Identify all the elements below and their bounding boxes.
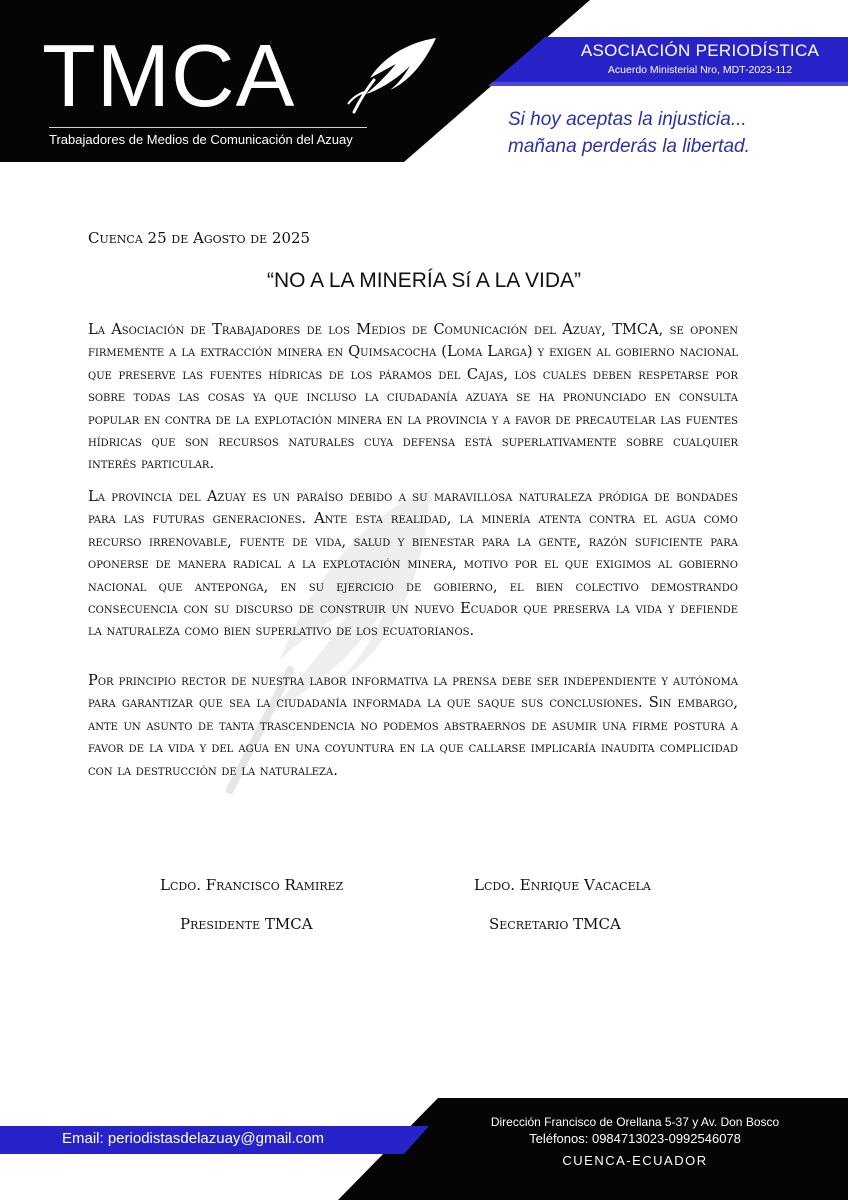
document-title: “NO A LA MINERÍA Sí A LA VIDA” — [267, 269, 581, 292]
contact-phones: Teléfonos: 0984713023-0992546078 — [529, 1131, 741, 1146]
logo-text: TMCA — [42, 26, 296, 125]
contact-email[interactable]: Email: periodistasdelazuay@gmail.com — [62, 1130, 325, 1147]
paragraph-3: Por principio rector de nuestra labor informativa la prensa debe ser independiente y autónoma para garantizar que sea la ciudadanía informada la que saque sus conclusiones. Sin embargo, ante un asunto de tanta trascendencia no podemos abstraernos de asumir una firme postura a favor de la vida y del agua en una coyuntura en la que callarse implicaría inaudita complicidad con la destrucción de la naturaleza. — [88, 672, 738, 779]
quill-feather-icon — [340, 34, 440, 116]
document-date: Cuenca 25 de Agosto de 2025 — [88, 229, 311, 247]
slogan — [508, 106, 828, 160]
signatory-1-name: Lcdo. Francisco Ramirez — [160, 876, 344, 894]
signatory-1-role: Presidente TMCA — [180, 915, 313, 933]
association-title: ASOCIACIÓN PERIODÍSTICA — [580, 41, 820, 60]
signatory-2-name: Lcdo. Enrique Vacacela — [474, 876, 651, 894]
slogan-line-1: Si hoy aceptas la injusticia... — [508, 109, 747, 130]
logo-subtitle: Trabajadores de Medios de Comunicación del Azuay — [49, 132, 353, 147]
paragraph-1: La Asociación de Trabajadores de los Medios de Comunicación del Azuay, TMCA, se oponen firmemente a la extracción minera en Quimsacocha (Loma Larga) y exigen al gobierno nacional que preserve las fuentes hídricas de los páramos del Cajas, los cuales deben respetarse por sobre todas las cosas ya que incluso la ciudadanía azuaya se ha pronunciado en consulta popular en contra de la explotación minera en la provincia y a favor de precautelar las fuentes hídricas que son recursos naturales cuya defensa está superlativamente sobre cualquier interés particular. — [88, 321, 738, 473]
contact-city: CUENCA-ECUADOR — [562, 1153, 708, 1168]
association-registration: Acuerdo Ministerial Nro, MDT-2023-112 — [607, 64, 793, 76]
logo-divider — [49, 127, 367, 128]
contact-address: Dirección Francisco de Orellana 5-37 y Av. Don Bosco — [490, 1115, 780, 1129]
slogan-line-2: mañana perderás la libertad. — [508, 136, 750, 157]
paragraph-2: La provincia del Azuay es un paraíso debido a su maravillosa naturaleza pródiga de bondades para las futuras generaciones. Ante esta realidad, la minería atenta contra el agua como recurso irrenovable, fuente de vida, salud y bienestar para la gente, razón suficiente para oponerse de manera radical a la explotación minera, motivo por el que exigimos al gobierno nacional que anteponga, en su ejercicio de gobierno, el bien colectivo demostrando consecuencia con su discurso de construir un nuevo Ecuador que preserva la vida y defiende la naturaleza como bien superlativo de los ecuatorianos. — [88, 488, 738, 640]
signatory-2-role: Secretario TMCA — [489, 915, 621, 933]
